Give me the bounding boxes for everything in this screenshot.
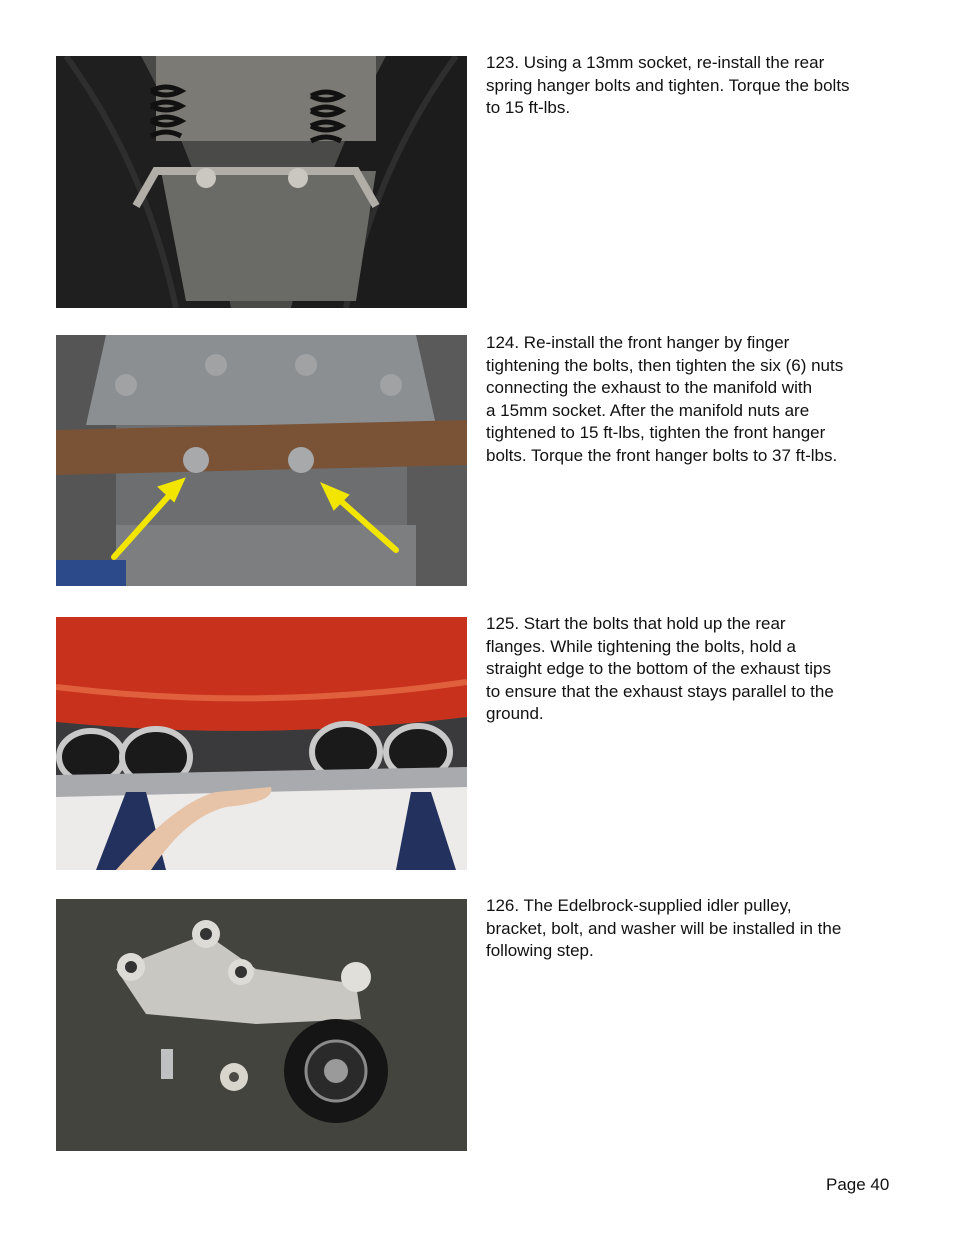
spring-hanger-photo [56, 56, 467, 308]
idler-pulley-parts-photo [56, 899, 467, 1151]
step-125-text: 125. Start the bolts that hold up the rear flanges. While tightening the bolts, hold a straight edge to the bottom of the exhaust tips to ensure that the exhaust stays parallel to the ground. [486, 614, 834, 724]
page-number: Page 40 [826, 1175, 890, 1194]
front-hanger-photo [56, 335, 467, 586]
step-123-text: 123. Using a 13mm socket, re-install the rear spring hanger bolts and tighten. Torque the bolts to 15 ft-lbs. [486, 53, 850, 118]
step-126-text: 126. The Edelbrock-supplied idler pulley, bracket, bolt, and washer will be installed in the following step. [486, 896, 842, 961]
step-124-text: 124. Re-install the front hanger by finger tightening the bolts, then tighten the six (6) nuts connecting the exhaust to the manifold with a 15mm socket. After the manifold nuts are tightened to 15 ft-lbs, tighten the front hanger bolts. Torque the front hanger bolts to 37 ft-lbs. [486, 333, 844, 465]
exhaust-tips-photo [56, 617, 467, 870]
